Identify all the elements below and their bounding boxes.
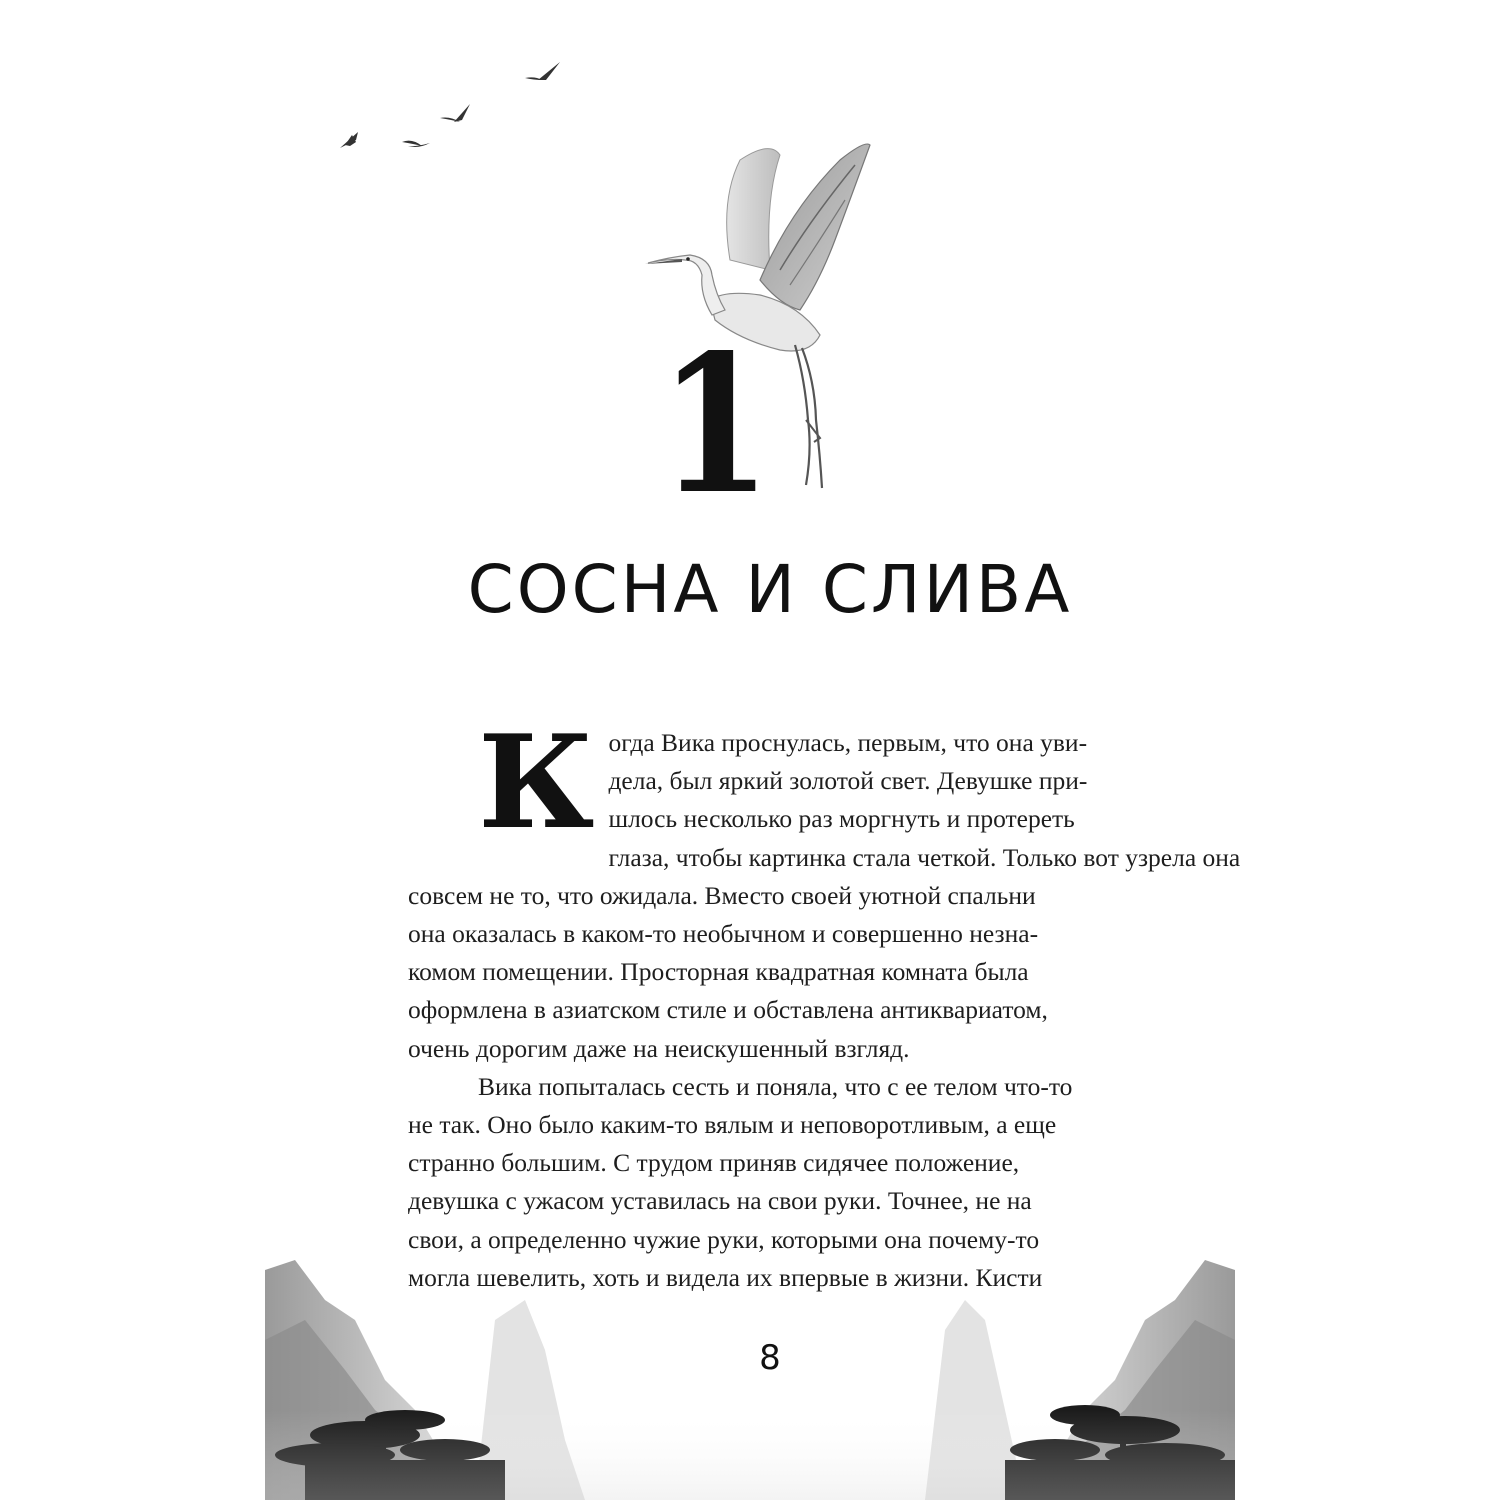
text-line: шлось несколько раз моргнуть и протереть: [608, 804, 1075, 834]
text-line: могла шевелить, хоть и видела их впервые в жизни. Кисти: [408, 1262, 1043, 1292]
ink-mountain-landscape: [265, 1260, 1235, 1500]
chapter-body: [408, 708, 1241, 1297]
text-line: огда Вика проснулась, первым, что она уви-: [608, 728, 1088, 757]
text-line: совсем не то, что ожидала. Вместо своей уютной спальни: [408, 880, 1036, 910]
text-line: странно большим. С трудом приняв сидячее положение,: [408, 1148, 1020, 1178]
page-number: 8: [759, 1338, 781, 1378]
text-line: дела, был яркий золотой свет. Девушке при-: [608, 766, 1088, 796]
drop-cap: К: [478, 708, 595, 858]
text-line: оформлена в азиатском стиле и обставлена антиквариатом,: [408, 995, 1048, 1025]
text-line: Вика попыталась сесть и поняла, что с ее телом что-то: [478, 1071, 1073, 1101]
text-line: глаза, чтобы картинка стала четкой. Только вот узрела она: [608, 842, 1241, 872]
chapter-number: 1: [659, 313, 772, 536]
text-line: комом помещении. Просторная квадратная комната была: [408, 957, 1029, 987]
text-line: свои, а определенно чужие руки, которыми она почему-то: [408, 1224, 1040, 1254]
text-line: очень дорогим даже на неискушенный взгляд.: [408, 1033, 910, 1063]
text-line: не так. Оно было каким-то вялым и неповоротливым, а еще: [408, 1110, 1057, 1140]
flying-birds-icon: [330, 50, 580, 160]
text-line: она оказалась в каком-то необычном и совершенно незна-: [408, 919, 1039, 949]
text-line: девушка с ужасом уставилась на свои руки. Точнее, не на: [408, 1186, 1032, 1216]
chapter-title: СОСНА И СЛИВА: [467, 551, 1073, 628]
